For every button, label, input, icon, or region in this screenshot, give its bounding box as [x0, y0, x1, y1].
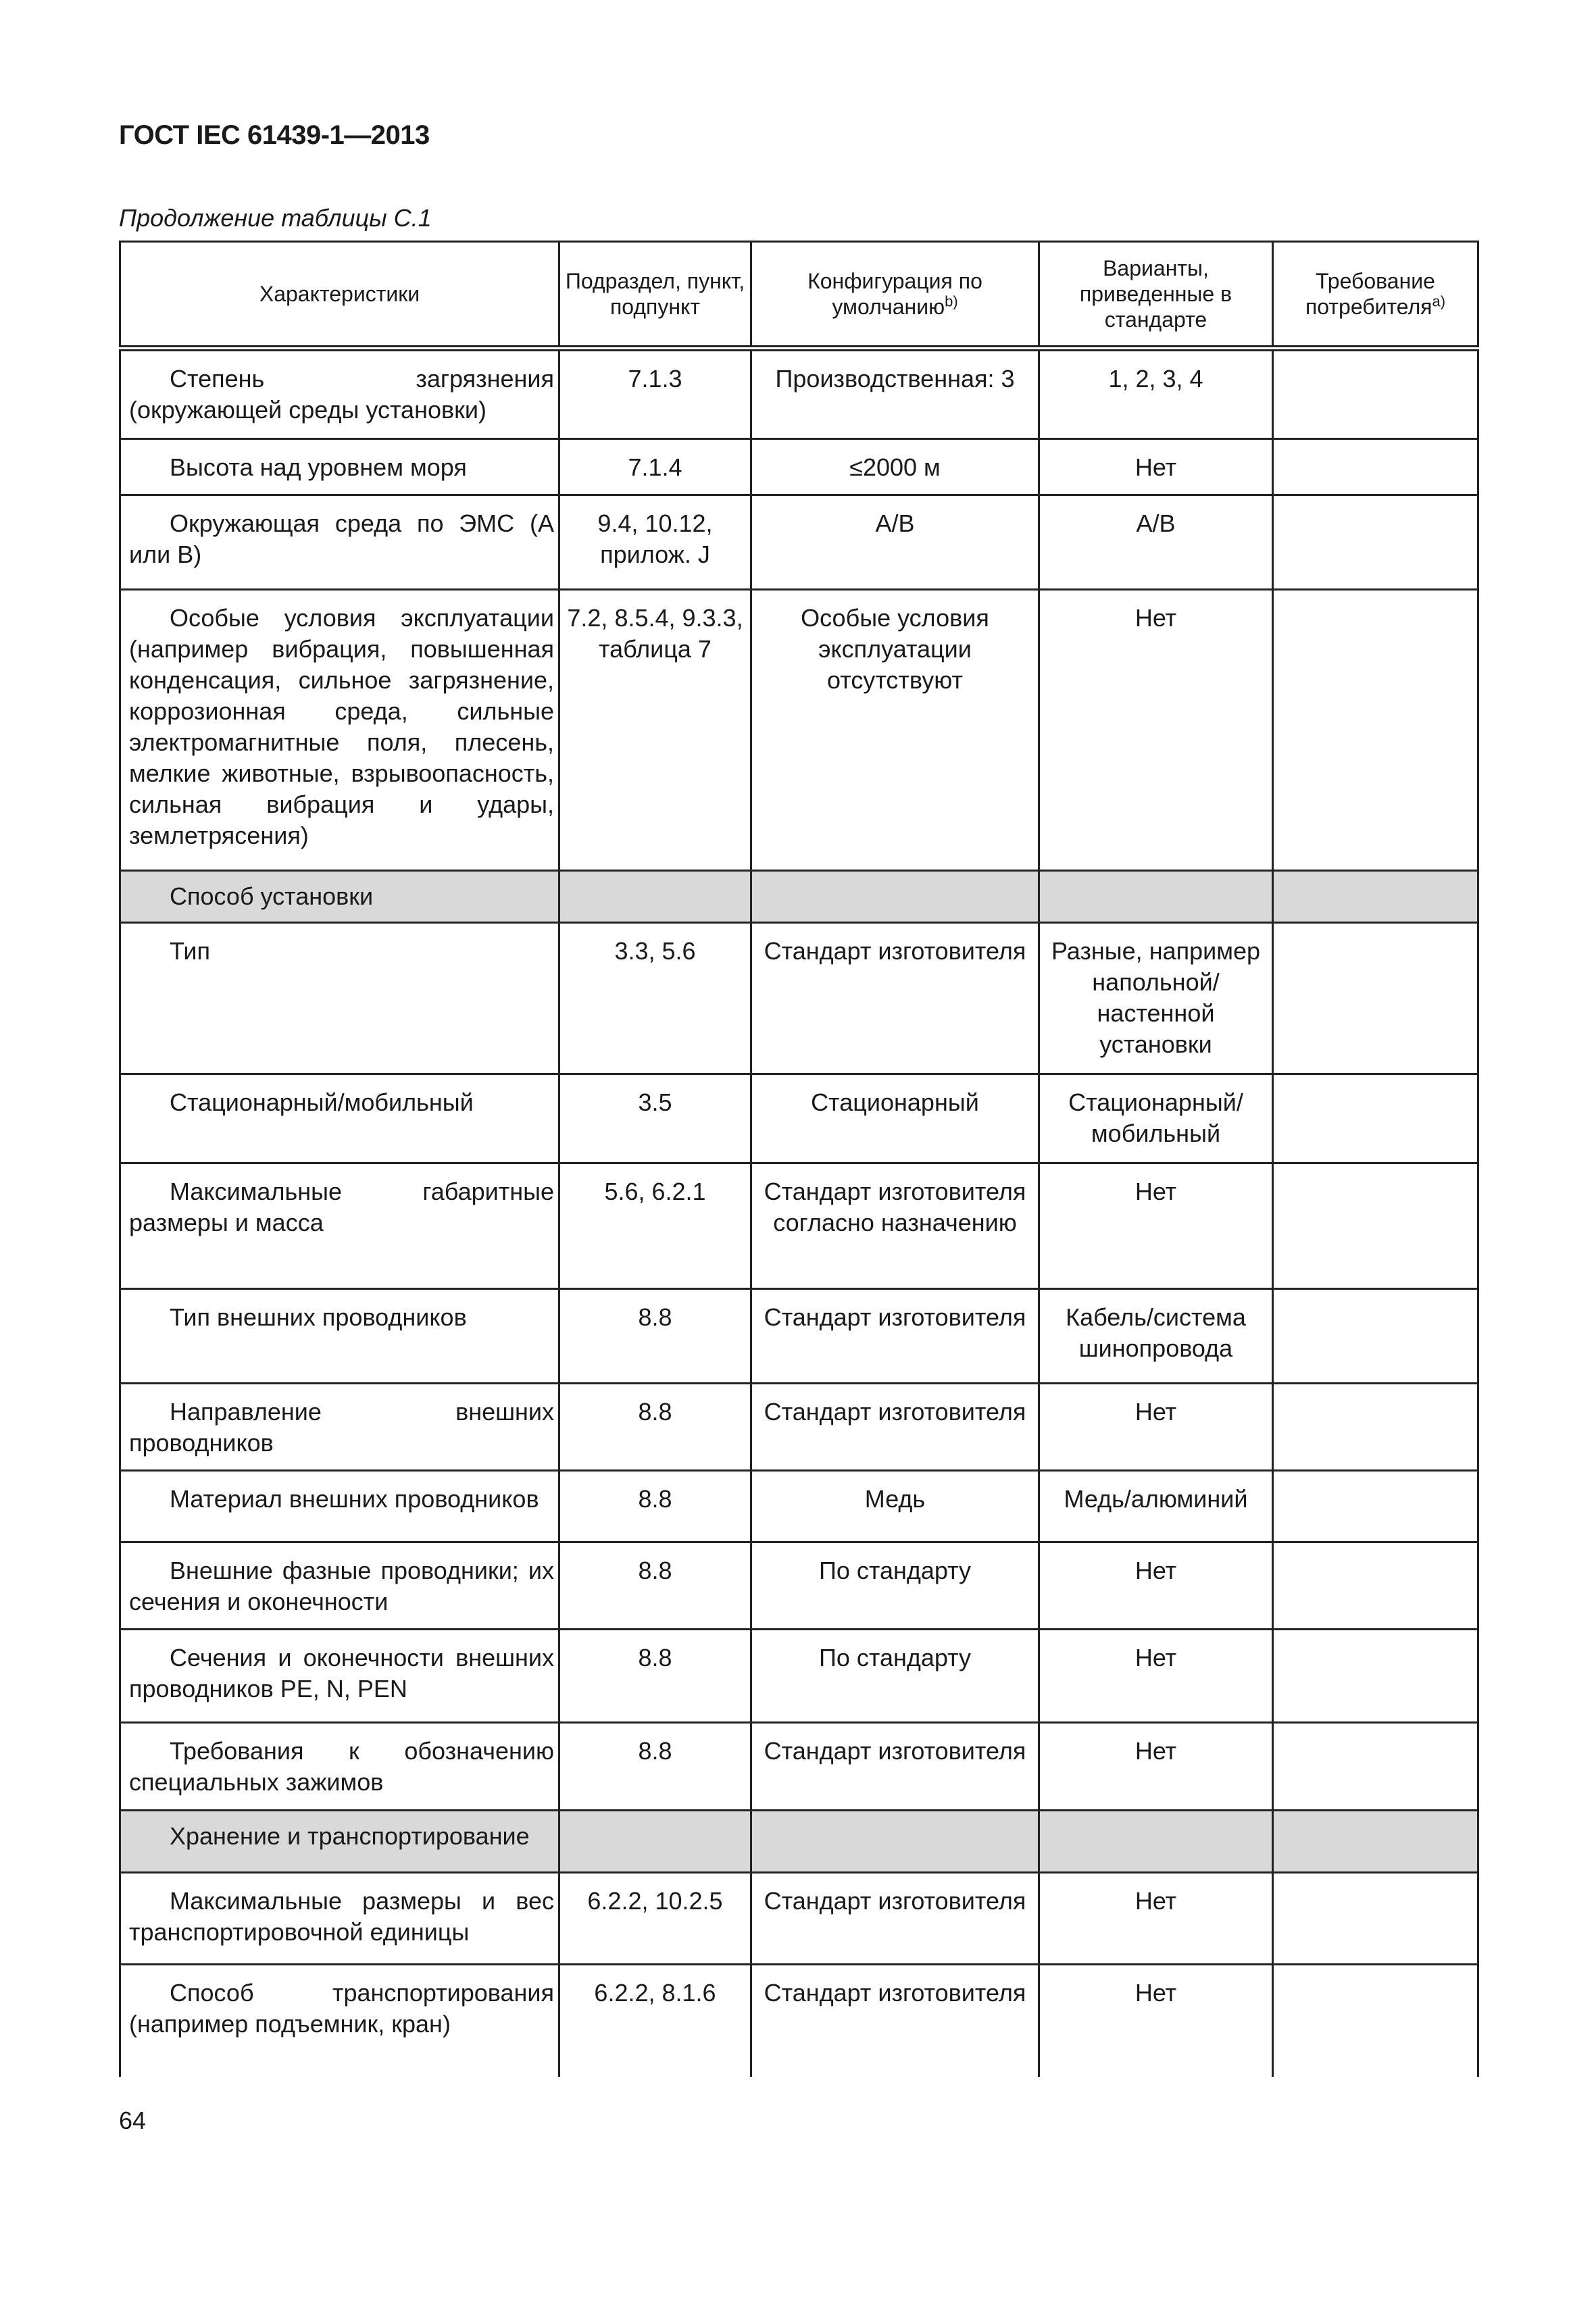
table-row — [120, 1384, 1478, 1471]
cell-options: Нет — [1039, 439, 1273, 495]
cell-options: Нет — [1039, 1630, 1273, 1723]
cell-clause: 8.8 — [559, 1542, 751, 1630]
cell-requirement — [1273, 1289, 1478, 1384]
col-header-characteristics: Характеристики — [120, 242, 559, 349]
cell-clause: 8.8 — [559, 1723, 751, 1811]
cell-options: Нет — [1039, 1542, 1273, 1630]
table-row — [120, 1542, 1478, 1630]
table-caption: Продолжение таблицы С.1 — [119, 204, 432, 232]
cell-clause: 6.2.2, 10.2.5 — [559, 1873, 751, 1965]
table-row — [120, 439, 1478, 495]
cell-clause: 9.4, 10.12, прилож. J — [559, 495, 751, 590]
cell-requirement — [1273, 1074, 1478, 1163]
table-row — [120, 1074, 1478, 1163]
cell-characteristic: Направление внешних проводников — [120, 1384, 559, 1471]
table-row — [120, 1965, 1478, 2077]
cell-options: Нет — [1039, 1723, 1273, 1811]
cell-clause: 8.8 — [559, 1384, 751, 1471]
cell-characteristic: Материал внешних проводников — [120, 1471, 559, 1542]
cell-clause: 6.2.2, 8.1.6 — [559, 1965, 751, 2077]
section-title: Способ установки — [120, 871, 559, 923]
table-row — [120, 1163, 1478, 1289]
cell-requirement — [1273, 495, 1478, 590]
col-header-clause: Подраздел, пункт, подпункт — [559, 242, 751, 349]
cell-requirement — [1273, 1163, 1478, 1289]
section-cell-empty — [1273, 1811, 1478, 1873]
characteristics-table — [119, 241, 1479, 2077]
cell-characteristic: Стационарный/мобильный — [120, 1074, 559, 1163]
table-header-row — [120, 242, 1478, 349]
cell-clause: 7.2, 8.5.4, 9.3.3, таблица 7 — [559, 590, 751, 871]
cell-requirement — [1273, 1542, 1478, 1630]
cell-options: Нет — [1039, 1163, 1273, 1289]
section-title: Хранение и транспортирование — [120, 1811, 559, 1873]
cell-options: Кабель/система шинопровода — [1039, 1289, 1273, 1384]
cell-default: Стандарт изготовителя — [751, 1289, 1039, 1384]
cell-characteristic: Высота над уровнем моря — [120, 439, 559, 495]
cell-clause: 3.3, 5.6 — [559, 923, 751, 1074]
cell-default: По стандарту — [751, 1542, 1039, 1630]
cell-default: Особые условия эксплуатации отсутствуют — [751, 590, 1039, 871]
table-row — [120, 1873, 1478, 1965]
document-standard-code: ГОСТ IEC 61439-1—2013 — [119, 120, 430, 150]
cell-characteristic: Требования к обозначению специальных зажимов — [120, 1723, 559, 1811]
cell-characteristic: Степень загрязнения (окружающей среды установки) — [120, 349, 559, 439]
cell-clause: 8.8 — [559, 1289, 751, 1384]
cell-default: Стандарт изготовителя — [751, 1723, 1039, 1811]
col-header-default-config: Конфигурация по умолчанию$^{b)}$ — [751, 242, 1039, 349]
table-row — [120, 1723, 1478, 1811]
cell-clause: 8.8 — [559, 1471, 751, 1542]
cell-requirement — [1273, 349, 1478, 439]
cell-characteristic: Тип внешних проводников — [120, 1289, 559, 1384]
cell-clause: 7.1.4 — [559, 439, 751, 495]
cell-characteristic: Внешние фазные проводники; их сечения и оконечности — [120, 1542, 559, 1630]
cell-options: Нет — [1039, 1384, 1273, 1471]
cell-default: Медь — [751, 1471, 1039, 1542]
table-row — [120, 1630, 1478, 1723]
section-row-storage-transport — [120, 1811, 1478, 1873]
table-row — [120, 923, 1478, 1074]
cell-clause: 8.8 — [559, 1630, 751, 1723]
cell-clause: 7.1.3 — [559, 349, 751, 439]
cell-default: Стандарт изготовителя согласно назначению — [751, 1163, 1039, 1289]
cell-default: По стандарту — [751, 1630, 1039, 1723]
cell-default: Стационарный — [751, 1074, 1039, 1163]
cell-characteristic: Тип — [120, 923, 559, 1074]
cell-requirement — [1273, 590, 1478, 871]
cell-requirement — [1273, 439, 1478, 495]
section-cell-empty — [559, 1811, 751, 1873]
cell-options: 1, 2, 3, 4 — [1039, 349, 1273, 439]
cell-clause: 5.6, 6.2.1 — [559, 1163, 751, 1289]
table-row — [120, 1289, 1478, 1384]
cell-requirement — [1273, 1873, 1478, 1965]
table-row — [120, 349, 1478, 439]
cell-requirement — [1273, 1384, 1478, 1471]
cell-default: Стандарт изготовителя — [751, 1384, 1039, 1471]
cell-default: Стандарт изготовителя — [751, 923, 1039, 1074]
section-cell-empty — [1039, 1811, 1273, 1873]
table-row — [120, 495, 1478, 590]
cell-requirement — [1273, 923, 1478, 1074]
section-cell-empty — [1039, 871, 1273, 923]
cell-default: Стандарт изготовителя — [751, 1965, 1039, 2077]
cell-requirement — [1273, 1630, 1478, 1723]
page-number: 64 — [119, 2107, 147, 2134]
cell-characteristic: Особые условия эксплуатации (например вибрация, повышенная конденсация, сильное загрязнение, коррозионная среда, сильные электромагнитные поля, плесень, мелкие животные, взрывоопасность, сильная вибрация и удары, землетрясения) — [120, 590, 559, 871]
section-cell-empty — [751, 1811, 1039, 1873]
cell-clause: 3.5 — [559, 1074, 751, 1163]
cell-characteristic: Окружающая среда по ЭМС (А или В) — [120, 495, 559, 590]
cell-requirement — [1273, 1723, 1478, 1811]
cell-characteristic: Сечения и оконечности внешних проводников PE, N, PEN — [120, 1630, 559, 1723]
cell-options: Нет — [1039, 590, 1273, 871]
cell-requirement — [1273, 1471, 1478, 1542]
section-row-installation — [120, 871, 1478, 923]
cell-default: ≤2000 м — [751, 439, 1039, 495]
cell-options: Стационарный/мобильный — [1039, 1074, 1273, 1163]
section-cell-empty — [559, 871, 751, 923]
cell-options: Нет — [1039, 1965, 1273, 2077]
cell-default: Производственная: 3 — [751, 349, 1039, 439]
cell-options: А/В — [1039, 495, 1273, 590]
cell-options: Медь/алюминий — [1039, 1471, 1273, 1542]
table-row — [120, 1471, 1478, 1542]
table-row — [120, 590, 1478, 871]
cell-characteristic: Способ транспортирования (например подъемник, кран) — [120, 1965, 559, 2077]
section-cell-empty — [1273, 871, 1478, 923]
cell-characteristic: Максимальные габаритные размеры и масса — [120, 1163, 559, 1289]
cell-options: Разные, например напольной/настенной установки — [1039, 923, 1273, 1074]
col-header-user-requirement: Требование потребителя$^{a)}$ — [1273, 242, 1478, 349]
section-cell-empty — [751, 871, 1039, 923]
cell-default: Стандарт изготовителя — [751, 1873, 1039, 1965]
cell-requirement — [1273, 1965, 1478, 2077]
cell-options: Нет — [1039, 1873, 1273, 1965]
col-header-options: Варианты, приведенные в стандарте — [1039, 242, 1273, 349]
cell-default: А/В — [751, 495, 1039, 590]
cell-characteristic: Максимальные размеры и вес транспортировочной единицы — [120, 1873, 559, 1965]
